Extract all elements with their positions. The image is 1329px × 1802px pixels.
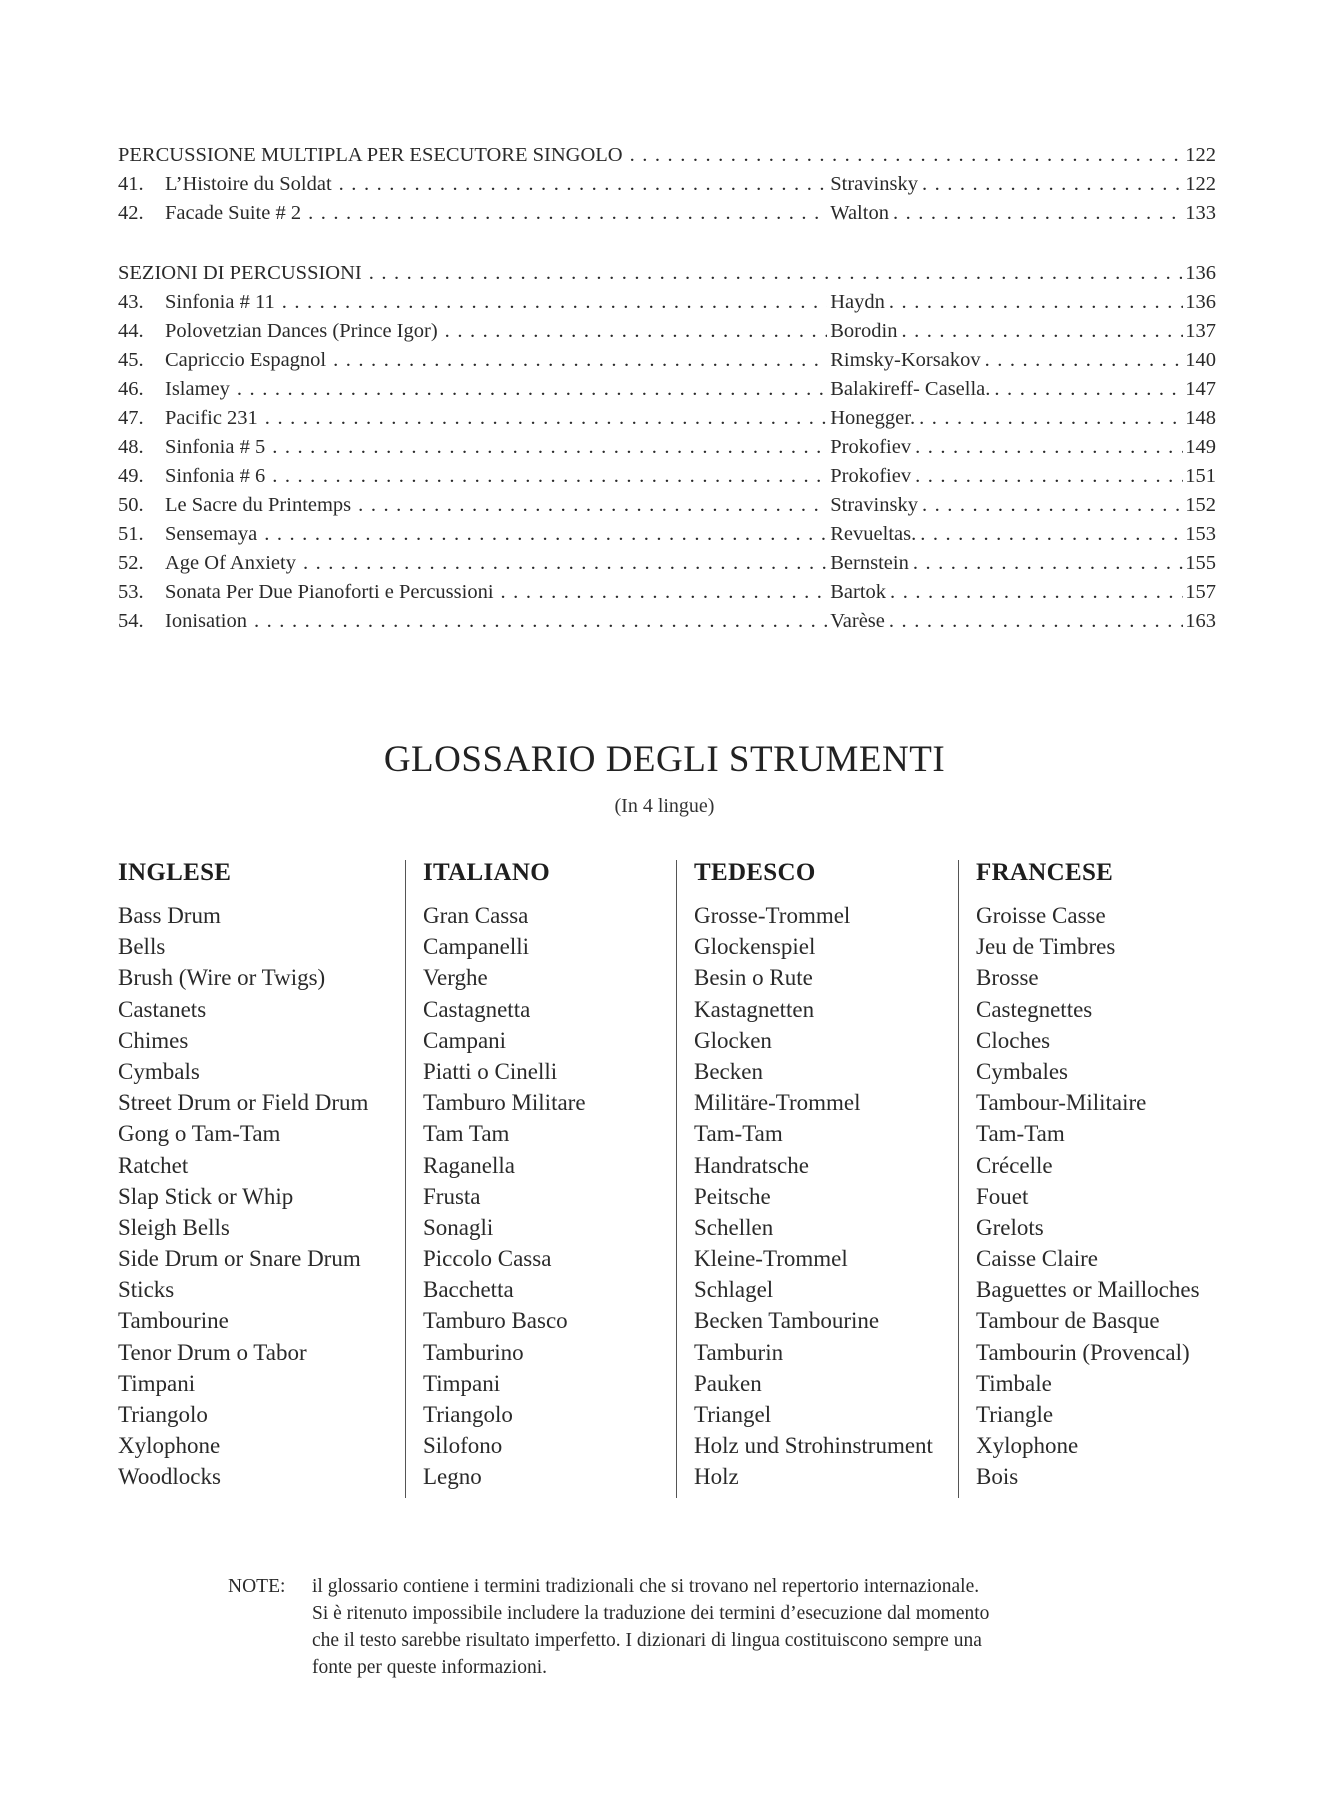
term: Timpani — [118, 1370, 196, 1396]
term: Crécelle — [976, 1152, 1053, 1178]
entry-title: Age Of Anxiety — [165, 552, 296, 574]
entry-number: 54. — [118, 610, 144, 632]
term: Frusta — [423, 1183, 481, 1209]
entry-title: Ionisation — [165, 610, 247, 632]
leader-dots — [282, 288, 828, 317]
entry-number: 44. — [118, 320, 144, 342]
leader-dots — [901, 317, 1183, 346]
composer-cell — [830, 317, 1185, 346]
term-list — [694, 900, 933, 1493]
term: Brosse — [976, 965, 1039, 991]
note-label: NOTE: — [228, 1576, 286, 1597]
page-number: 163 — [1185, 610, 1216, 632]
entry-number: 50. — [118, 494, 144, 516]
entry-composer: Haydn — [830, 291, 885, 313]
term: Sonagli — [423, 1214, 494, 1240]
note-block — [228, 1573, 1108, 1681]
entry-composer: Prokofiev — [830, 436, 912, 458]
term: Jeu de Timbres — [976, 934, 1116, 960]
term: Glocken — [694, 1027, 772, 1053]
term: Peitsche — [694, 1183, 771, 1209]
column-divider — [958, 860, 959, 1498]
term: Piatti o Cinelli — [423, 1058, 558, 1084]
entry-composer: Varèse — [830, 610, 885, 632]
entry-composer: Prokofiev — [830, 465, 912, 487]
term: Tam-Tam — [976, 1121, 1065, 1147]
term: Tambour de Basque — [976, 1308, 1160, 1334]
toc-section-2 — [118, 259, 1216, 636]
note-line: fonte per queste informazioni. — [312, 1657, 547, 1678]
entry-number: 47. — [118, 407, 144, 429]
leader-dots — [630, 141, 1183, 170]
term: Tenor Drum o Tabor — [118, 1339, 307, 1365]
toc-entry — [118, 433, 1216, 462]
term: Ratchet — [118, 1152, 189, 1178]
term: Grelots — [976, 1214, 1044, 1240]
term: Silofono — [423, 1433, 503, 1459]
leader-dots — [913, 549, 1183, 578]
leader-dots — [264, 520, 827, 549]
composer-cell — [830, 288, 1185, 317]
column-header: FRANCESE — [976, 859, 1114, 886]
term: Caisse Claire — [976, 1246, 1098, 1272]
leader-dots — [237, 375, 827, 404]
note-line: che il testo sarebbe risultato imperfetto. I dizionari di lingua costituiscono sempre una — [312, 1630, 982, 1651]
leader-dots — [358, 491, 827, 520]
leader-dots — [501, 578, 828, 607]
entry-composer: Revueltas. — [830, 523, 917, 545]
leader-dots — [922, 170, 1183, 199]
term: Xylophone — [118, 1433, 221, 1459]
composer-cell — [830, 549, 1185, 578]
toc-entry — [118, 170, 1216, 199]
note-line: il glossario contiene i termini tradizionali che si trovano nel repertorio internazionale. — [312, 1576, 980, 1597]
leader-dots — [339, 170, 828, 199]
term-list — [976, 900, 1200, 1493]
term: Verghe — [423, 965, 488, 991]
term: Side Drum or Snare Drum — [118, 1246, 361, 1272]
leader-dots — [915, 462, 1183, 491]
entry-number: 51. — [118, 523, 144, 545]
term: Tamburino — [423, 1339, 524, 1365]
toc-entry — [118, 199, 1216, 228]
term: Castagnetta — [423, 996, 531, 1022]
composer-cell — [830, 404, 1185, 433]
page-number: 151 — [1185, 465, 1216, 487]
toc-entry — [118, 375, 1216, 404]
entry-composer: Walton — [830, 202, 889, 224]
page-number: 148 — [1185, 407, 1216, 429]
term: Gran Cassa — [423, 903, 529, 928]
term: Tam Tam — [423, 1121, 510, 1147]
toc-entry — [118, 578, 1216, 607]
entry-composer: Stravinsky — [830, 494, 918, 516]
leader-dots — [333, 346, 827, 375]
term: Fouet — [976, 1183, 1029, 1209]
glossary-title: GLOSSARIO DEGLI STRUMENTI — [383, 739, 946, 780]
term: Kleine-Trommel — [694, 1246, 848, 1272]
toc-entry — [118, 288, 1216, 317]
glossary-column-tedesco — [694, 858, 933, 1498]
entry-composer: Honegger. — [830, 407, 916, 429]
term: Tamburin — [694, 1339, 784, 1365]
term: Besin o Rute — [694, 965, 813, 991]
glossary-subtitle: (In 4 lingue) — [614, 795, 715, 817]
leader-dots — [265, 404, 827, 433]
entry-composer: Bartok — [830, 581, 887, 603]
leader-dots — [369, 259, 1183, 288]
composer-cell — [830, 375, 1185, 404]
term: Holz und Strohinstrument — [694, 1433, 933, 1459]
page-number: 152 — [1185, 494, 1216, 516]
entry-composer: Bernstein — [830, 552, 909, 574]
term: Groisse Casse — [976, 903, 1106, 928]
entry-number: 48. — [118, 436, 144, 458]
term: Woodlocks — [118, 1464, 221, 1490]
composer-cell — [830, 491, 1185, 520]
glossary-column-francese — [976, 858, 1200, 1498]
note-line: Si è ritenuto impossibile includere la traduzione dei termini d’esecuzione dal momento — [312, 1603, 990, 1624]
term: Xylophone — [976, 1433, 1079, 1459]
composer-cell — [830, 607, 1185, 636]
term: Cymbales — [976, 1058, 1068, 1084]
section-title: SEZIONI DI PERCUSSIONI — [118, 262, 362, 284]
toc-entry — [118, 491, 1216, 520]
term: Chimes — [118, 1027, 189, 1053]
entry-title: Islamey — [165, 378, 230, 400]
leader-dots — [920, 520, 1183, 549]
leader-dots — [985, 346, 1184, 375]
leader-dots — [890, 578, 1183, 607]
term: Street Drum or Field Drum — [118, 1090, 369, 1116]
term: Grosse-Trommel — [694, 903, 851, 928]
leader-dots — [445, 317, 828, 346]
leader-dots — [919, 404, 1183, 433]
toc-entry — [118, 346, 1216, 375]
leader-dots — [308, 199, 827, 228]
leader-dots — [889, 288, 1183, 317]
term: Kastagnetten — [694, 996, 815, 1022]
entry-title: Facade Suite # 2 — [165, 202, 302, 224]
section-title: PERCUSSIONE MULTIPLA PER ESECUTORE SINGOLO — [118, 144, 623, 166]
column-divider — [405, 860, 406, 1498]
glossary-column-italiano — [423, 858, 586, 1498]
term-list — [423, 900, 586, 1493]
entry-title: Sensemaya — [165, 523, 258, 545]
entry-number: 53. — [118, 581, 144, 603]
entry-title: L’Histoire du Soldat — [165, 173, 332, 195]
leader-dots — [889, 607, 1183, 636]
term: Triangel — [694, 1402, 772, 1427]
column-header: ITALIANO — [423, 859, 550, 886]
term: Sleigh Bells — [118, 1214, 230, 1240]
term: Bois — [976, 1464, 1019, 1490]
term: Tamburo Militare — [423, 1090, 586, 1116]
composer-cell — [830, 520, 1185, 549]
term: Campani — [423, 1027, 507, 1053]
term: Cloches — [976, 1027, 1051, 1053]
entry-title: Le Sacre du Printemps — [165, 494, 352, 516]
leader-dots — [303, 549, 827, 578]
term: Tambourin (Provencal) — [976, 1339, 1190, 1365]
page-number: 122 — [1185, 173, 1216, 195]
term-list — [118, 900, 368, 1493]
term: Castegnettes — [976, 996, 1093, 1022]
term: Tambourine — [118, 1308, 229, 1334]
entry-number: 42. — [118, 202, 144, 224]
term: Cymbals — [118, 1058, 200, 1084]
toc-entry — [118, 520, 1216, 549]
term: Schlagel — [694, 1277, 774, 1303]
composer-cell — [830, 199, 1185, 228]
entry-number: 46. — [118, 378, 144, 400]
entry-number: 49. — [118, 465, 144, 487]
toc-section-heading — [118, 141, 1216, 170]
page-number: 137 — [1185, 320, 1216, 342]
column-header: INGLESE — [118, 859, 232, 886]
entry-composer: Balakireff- Casella. — [830, 378, 991, 400]
leader-dots — [254, 607, 827, 636]
toc-section-heading — [118, 259, 1216, 288]
entry-number: 52. — [118, 552, 144, 574]
entry-number: 45. — [118, 349, 144, 371]
page-number: 147 — [1185, 378, 1216, 400]
leader-dots — [893, 199, 1183, 228]
page-number: 133 — [1185, 202, 1216, 224]
term: Timbale — [976, 1370, 1052, 1396]
composer-cell — [830, 433, 1185, 462]
term: Piccolo Cassa — [423, 1246, 552, 1272]
term: Tambour-Militaire — [976, 1090, 1147, 1116]
glossary-column-inglese — [118, 858, 368, 1498]
entry-composer: Borodin — [830, 320, 898, 342]
toc-entry — [118, 549, 1216, 578]
leader-dots — [922, 491, 1183, 520]
entry-composer: Rimsky-Korsakov — [830, 349, 981, 371]
toc-entry — [118, 462, 1216, 491]
entry-composer: Stravinsky — [830, 173, 918, 195]
toc-entry — [118, 607, 1216, 636]
leader-dots — [994, 375, 1183, 404]
entry-title: Sinfonia # 11 — [165, 291, 275, 313]
term: Tamburo Basco — [423, 1308, 568, 1334]
term: Timpani — [423, 1370, 501, 1396]
entry-title: Sinfonia # 5 — [165, 436, 266, 458]
column-header: TEDESCO — [694, 859, 816, 886]
entry-title: Pacific 231 — [165, 407, 258, 429]
note-text — [312, 1573, 1108, 1681]
composer-cell — [830, 170, 1185, 199]
term: Glockenspiel — [694, 934, 816, 960]
term: Becken — [694, 1058, 763, 1084]
term: Bass Drum — [118, 903, 221, 928]
entry-title: Sinfonia # 6 — [165, 465, 266, 487]
term: Sticks — [118, 1277, 175, 1303]
composer-cell — [830, 578, 1185, 607]
page-number: 136 — [1185, 262, 1216, 284]
term: Raganella — [423, 1152, 515, 1178]
composer-cell — [830, 462, 1185, 491]
term: Becken Tambourine — [694, 1308, 880, 1334]
term: Bells — [118, 934, 166, 960]
entry-number: 43. — [118, 291, 144, 313]
entry-title: Capriccio Espagnol — [165, 349, 327, 371]
page-number: 155 — [1185, 552, 1216, 574]
entry-title: Polovetzian Dances (Prince Igor) — [165, 320, 438, 342]
term: Campanelli — [423, 934, 530, 960]
page-number: 153 — [1185, 523, 1216, 545]
entry-title: Sonata Per Due Pianoforti e Percussioni — [165, 581, 494, 603]
page-number: 136 — [1185, 291, 1216, 313]
term: Holz — [694, 1464, 739, 1490]
term: Triangle — [976, 1402, 1054, 1427]
toc-entry — [118, 404, 1216, 433]
column-divider — [676, 860, 677, 1498]
term: Legno — [423, 1464, 482, 1490]
term: Brush (Wire or Twigs) — [118, 965, 326, 991]
term: Handratsche — [694, 1152, 809, 1178]
term: Triangolo — [423, 1402, 513, 1427]
term: Baguettes or Mailloches — [976, 1277, 1200, 1303]
composer-cell — [830, 346, 1185, 375]
page-number: 122 — [1185, 144, 1216, 166]
term: Slap Stick or Whip — [118, 1183, 294, 1209]
term: Pauken — [694, 1370, 762, 1396]
page-number: 140 — [1185, 349, 1216, 371]
toc-section-1 — [118, 141, 1216, 228]
toc-entry — [118, 317, 1216, 346]
leader-dots — [272, 433, 827, 462]
leader-dots — [272, 462, 827, 491]
term: Gong o Tam-Tam — [118, 1121, 281, 1147]
term: Bacchetta — [423, 1277, 514, 1303]
leader-dots — [915, 433, 1183, 462]
term: Castanets — [118, 996, 207, 1022]
page-number: 157 — [1185, 581, 1216, 603]
term: Triangolo — [118, 1402, 208, 1427]
term: Schellen — [694, 1214, 774, 1240]
entry-number: 41. — [118, 173, 144, 195]
term: Militäre-Trommel — [694, 1090, 861, 1116]
page-number: 149 — [1185, 436, 1216, 458]
term: Tam-Tam — [694, 1121, 783, 1147]
